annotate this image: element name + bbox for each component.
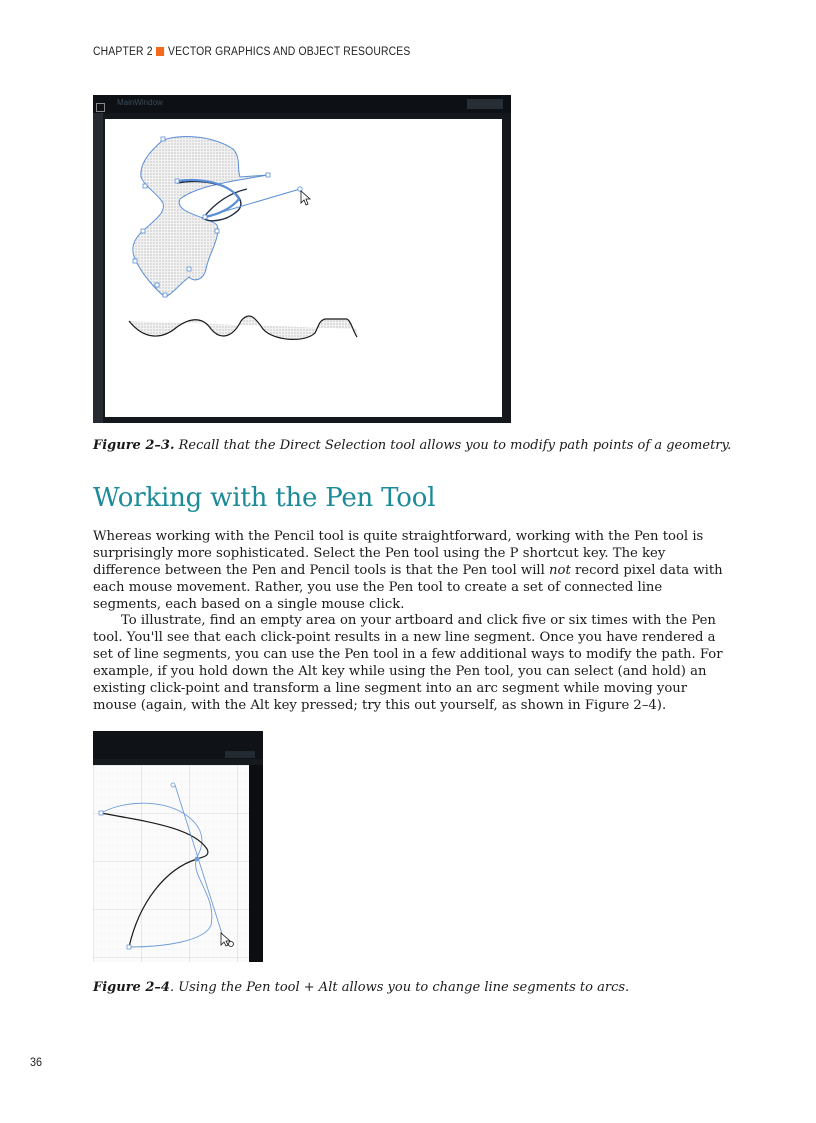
pencil-shape xyxy=(133,137,268,297)
window-title: MainWindow xyxy=(117,98,163,107)
paragraph-1-start: Whereas working with the Pencil tool is quite straightforward, working with the Pen tool is surprisingly more sophisticated. Select the Pen tool using the P shortcut key. The key difference between the Pen and Pencil tools is that the Pen tool will xyxy=(93,529,704,578)
grid-artboard xyxy=(93,765,249,962)
figure-2-3-caption xyxy=(93,438,731,453)
figure-2-4-screenshot xyxy=(93,731,263,962)
window-titlebar xyxy=(93,731,263,759)
window-sidebar xyxy=(93,113,103,423)
start-anchor xyxy=(99,811,103,815)
caption-label: Figure 2–3. xyxy=(93,438,175,453)
window-controls xyxy=(225,751,255,758)
chapter-title: VECTOR GRAPHICS AND OBJECT RESOURCES xyxy=(168,46,411,58)
app-icon xyxy=(96,103,105,112)
control-handle-line xyxy=(205,189,300,217)
figure-2-3-screenshot xyxy=(93,95,511,423)
paragraph-1-emphasis: not xyxy=(549,562,571,578)
chapter-label: CHAPTER 2 xyxy=(93,46,153,58)
header-square-icon xyxy=(156,47,164,56)
pen-tool-drawing xyxy=(93,765,249,962)
paragraph-1 xyxy=(93,529,729,614)
artboard-drawing xyxy=(105,119,502,417)
window-right-bar xyxy=(249,765,263,962)
figure-2-4-caption xyxy=(93,980,629,995)
artboard xyxy=(105,119,502,417)
end-anchor xyxy=(127,945,131,949)
page-number: 36 xyxy=(30,1055,43,1069)
caption-text: Recall that the Direct Selection tool allows you to modify path points of a geometry. xyxy=(174,438,732,453)
paragraph-1-end: record pixel data with each mouse movement. Rather, you use the Pen tool to create a set of connected line segments, each based on a single mouse click. xyxy=(93,562,723,612)
anchor-point xyxy=(195,857,200,862)
caption-text: . Using the Pen tool + Alt allows you to change line segments to arcs. xyxy=(169,980,630,995)
window-titlebar xyxy=(93,95,511,113)
window-controls xyxy=(467,99,503,109)
section-heading: Working with the Pen Tool xyxy=(93,483,436,513)
running-header xyxy=(93,46,410,58)
direct-selection-cursor-icon xyxy=(301,191,310,205)
paragraph-2: To illustrate, find an empty area on your artboard and click five or six times with the Pen tool. You'll see that each click-point results in a new line segment. Once you have rendered a set of line segments, you can use the Pen tool in a few additional ways to modify the path. For example, if you hold down the Alt key while using the Pen tool, you can select (and hold) an existing click-point and transform a line segment into an arc segment while moving your mouse (again, with the Alt key pressed; try this out yourself, as shown in Figure 2–4). xyxy=(93,613,723,713)
handle-point xyxy=(171,783,175,787)
caption-label: Figure 2–4 xyxy=(93,980,170,995)
